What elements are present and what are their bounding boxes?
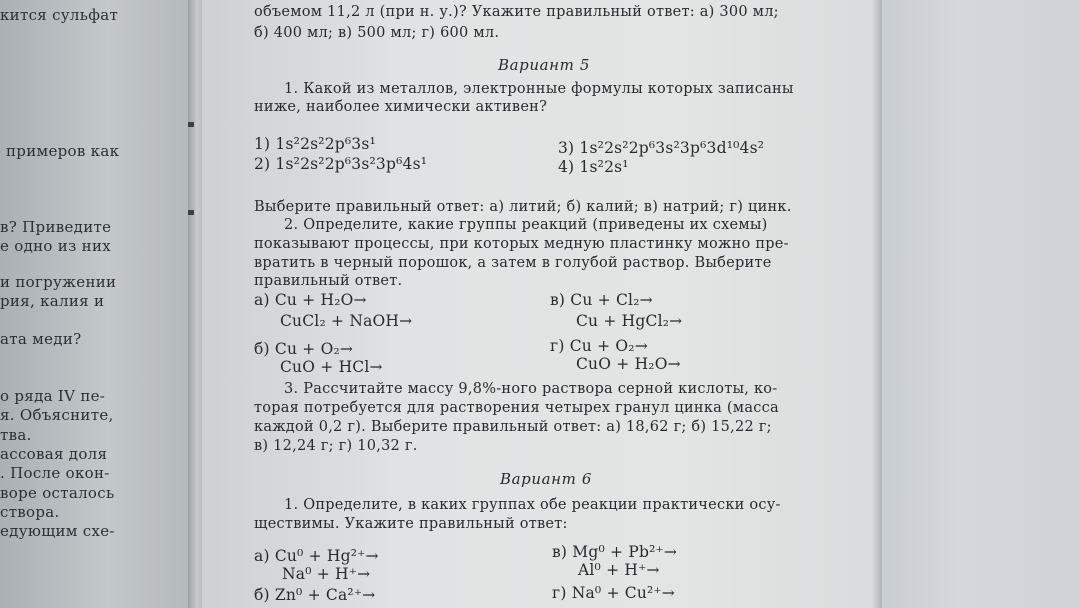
left-page-line: кится сульфат xyxy=(0,6,119,24)
reaction-option-b: б) Cu + O₂→ xyxy=(254,340,354,358)
reaction-option-v: Al⁰ + H⁺→ xyxy=(578,561,660,579)
question-text: показывают процессы, при которых медную пластинку можно пре- xyxy=(254,236,789,252)
electron-formula: 1) 1s²2s²2p⁶3s¹ xyxy=(254,135,376,153)
question-text: ниже, наиболее химически активен? xyxy=(254,99,548,115)
left-page-line: е одно из них xyxy=(0,237,112,255)
question-text: торая потребуется для растворения четырех гранул цинка (масса xyxy=(254,400,779,416)
binding-mark xyxy=(188,210,194,215)
left-page-line: рия, калия и xyxy=(0,292,105,310)
left-page-line: тва. xyxy=(0,426,32,444)
answer-choices: Выберите правильный ответ: а) литий; б) калий; в) натрий; г) цинк. xyxy=(254,199,792,215)
reaction-option-v: в) Cu + Cl₂→ xyxy=(550,291,653,309)
left-page xyxy=(0,0,196,608)
reaction-option-g: г) Cu + O₂→ xyxy=(550,337,648,355)
question-text: 1. Определите, в каких группах обе реакции практически осу- xyxy=(284,497,781,513)
reaction-option-v: Cu + HgCl₂→ xyxy=(576,312,683,330)
variant-6-heading: Вариант 6 xyxy=(500,470,592,488)
left-page-line: ассовая доля xyxy=(0,445,108,463)
binding-mark xyxy=(188,122,194,127)
question-text: вратить в черный порошок, а затем в голубой раствор. Выберите xyxy=(254,255,772,271)
question-text: ществимы. Укажите правильный ответ: xyxy=(254,516,568,532)
variant-5-heading: Вариант 5 xyxy=(498,56,590,74)
electron-formula: 3) 1s²2s²2p⁶3s²3p⁶3d¹⁰4s² xyxy=(558,139,765,157)
reaction-option-a: Na⁰ + H⁺→ xyxy=(282,565,371,583)
electron-formula: 4) 1s²2s¹ xyxy=(558,158,629,176)
reaction-option-g: CuO + H₂O→ xyxy=(576,355,681,373)
left-page-line: и погружении xyxy=(0,273,117,291)
question-text: 1. Какой из металлов, электронные формулы которых записаны xyxy=(284,81,794,97)
reaction-option-a: CuCl₂ + NaOH→ xyxy=(280,312,413,330)
reaction-option-v: в) Mg⁰ + Pb²⁺→ xyxy=(552,543,678,561)
left-page-line: я. Объясните, xyxy=(0,406,114,424)
question-text: в) 12,24 г; г) 10,32 г. xyxy=(254,438,418,454)
left-page-line: едующим схе- xyxy=(0,522,115,540)
left-page-line: . После окон- xyxy=(0,464,110,482)
question-text: 2. Определите, какие группы реакций (приведены их схемы) xyxy=(284,217,768,233)
background-surface xyxy=(880,0,1080,608)
left-page-line: о ряда IV пе- xyxy=(0,387,106,405)
reaction-option-b: CuO + HCl→ xyxy=(280,358,383,376)
left-page-line: створа. xyxy=(0,503,60,521)
question-text: каждой 0,2 г). Выберите правильный ответ: а) 18,62 г; б) 15,22 г; xyxy=(254,419,772,435)
page-edge xyxy=(872,0,882,608)
reaction-option-g: г) Na⁰ + Cu²⁺→ xyxy=(552,584,675,602)
electron-formula: 2) 1s²2s²2p⁶3s²3p⁶4s¹ xyxy=(254,155,428,173)
main-page xyxy=(202,0,882,608)
question-text: 3. Рассчитайте массу 9,8%-ного раствора серной кислоты, ко- xyxy=(284,381,778,397)
left-page-line: примеров как xyxy=(6,142,120,160)
reaction-option-a: а) Cu + H₂O→ xyxy=(254,291,367,309)
question-text: правильный ответ. xyxy=(254,273,403,289)
text-line: объемом 11,2 л (при н. у.)? Укажите правильный ответ: а) 300 мл; xyxy=(254,4,779,20)
text-line: б) 400 мл; в) 500 мл; г) 600 мл. xyxy=(254,25,500,41)
left-page-line: ата меди? xyxy=(0,330,82,348)
reaction-option-a: а) Cu⁰ + Hg²⁺→ xyxy=(254,547,379,565)
left-page-line: воре осталось xyxy=(0,484,115,502)
left-page-line: в? Приведите xyxy=(0,218,112,236)
reaction-option-b: б) Zn⁰ + Ca²⁺→ xyxy=(254,586,376,604)
